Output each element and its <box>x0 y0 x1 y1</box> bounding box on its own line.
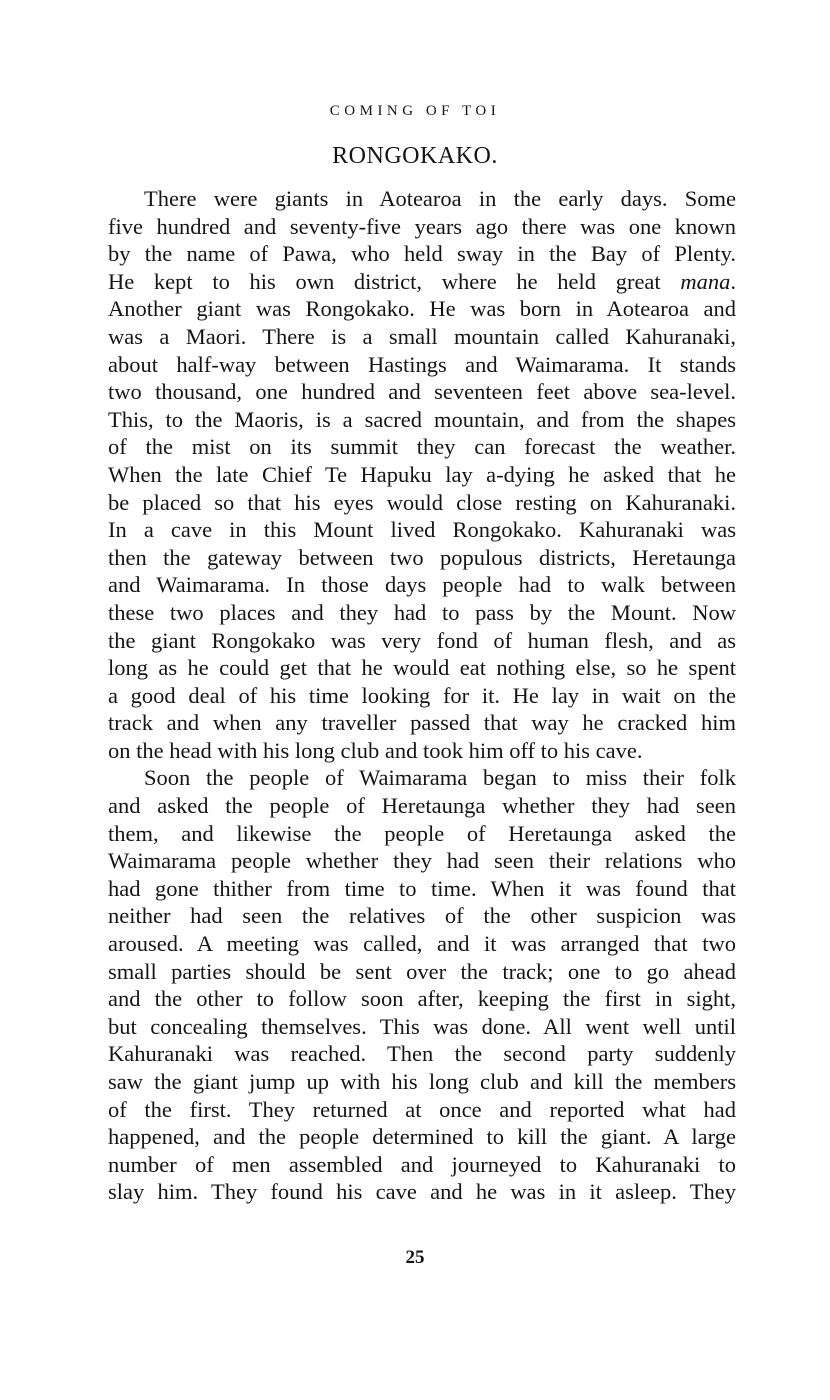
body-text <box>108 185 736 1206</box>
text-line: and Waimarama. In those days people had to walk between <box>108 572 736 598</box>
page-number: 25 <box>405 1247 425 1268</box>
text-line: happened, and the people determined to kill the giant. A large <box>108 1124 736 1150</box>
text-line: and asked the people of Heretaunga whether they had seen <box>108 793 736 819</box>
text-line: a good deal of his time looking for it. He lay in wait on the <box>108 682 736 708</box>
text-line: Soon the people of Waimarama began to miss their folk <box>144 765 736 791</box>
text-line: This, to the Maoris, is a sacred mountain, and from the shapes <box>108 406 736 432</box>
text-line: In a cave in this Mount lived Rongokako. Kahuranaki was <box>108 517 736 543</box>
text-line: aroused. A meeting was called, and it was arranged that two <box>108 931 736 957</box>
text-line: of the first. They returned at once and reported what had <box>108 1096 736 1122</box>
text-line: these two places and they had to pass by the Mount. Now <box>108 599 736 625</box>
text-line: by the name of Pawa, who held sway in the Bay of Plenty. <box>108 241 736 267</box>
text-line: but concealing themselves. This was done. All went well until <box>108 1013 736 1039</box>
text-line: number of men assembled and journeyed to Kahuranaki to <box>108 1151 736 1177</box>
text-line: He kept to his own district, where he held great mana. <box>108 268 736 294</box>
text-line: slay him. They found his cave and he was in it asleep. They <box>108 1179 736 1205</box>
text-line: neither had seen the relatives of the other suspicion was <box>108 903 736 929</box>
text-line: of the mist on its summit they can forecast the weather. <box>108 434 736 460</box>
chapter-title: RONGOKAKO. <box>332 143 498 169</box>
text-line: be placed so that his eyes would close resting on Kahuranaki. <box>108 489 736 515</box>
text-line: track and when any traveller passed that way he cracked him <box>108 710 736 736</box>
text-line: When the late Chief Te Hapuku lay a-dying he asked that he <box>108 461 736 487</box>
text-line: was a Maori. There is a small mountain called Kahuranaki, <box>108 323 736 349</box>
text-line: Waimarama people whether they had seen their relations who <box>108 848 736 874</box>
text-line: small parties should be sent over the track; one to go ahead <box>108 958 736 984</box>
paragraph <box>108 764 736 1206</box>
text-line: and the other to follow soon after, keeping the first in sight, <box>108 986 736 1012</box>
text-line: on the head with his long club and took him off to his cave. <box>108 737 643 763</box>
paragraph <box>108 185 736 764</box>
text-line: saw the giant jump up with his long club and kill the members <box>108 1069 736 1094</box>
text-line: two thousand, one hundred and seventeen feet above sea-level. <box>108 379 736 405</box>
text-line: had gone thither from time to time. When it was found that <box>108 875 736 901</box>
text-line: then the gateway between two populous districts, Heretaunga <box>108 544 736 570</box>
running-head: COMING OF TOI <box>329 103 501 119</box>
italic-word: mana <box>680 268 731 294</box>
text-line: five hundred and seventy-five years ago there was one known <box>108 213 736 239</box>
text-line: the giant Rongokako was very fond of human flesh, and as <box>108 627 736 653</box>
text-line: Kahuranaki was reached. Then the second party suddenly <box>108 1041 736 1067</box>
text-line: them, and likewise the people of Heretaunga asked the <box>108 820 736 846</box>
text-line: long as he could get that he would eat nothing else, so he spent <box>108 655 736 681</box>
text-line: There were giants in Aotearoa in the early days. Some <box>144 186 736 211</box>
text-line: Another giant was Rongokako. He was born in Aotearoa and <box>108 296 736 322</box>
text-line: about half-way between Hastings and Waimarama. It stands <box>108 351 736 377</box>
